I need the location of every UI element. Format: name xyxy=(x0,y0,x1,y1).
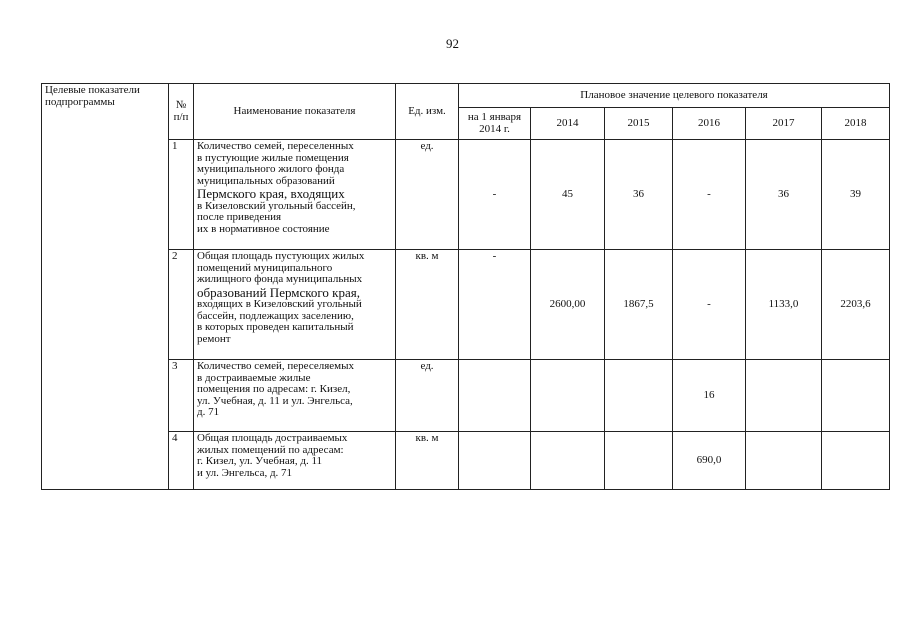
cell-2017 xyxy=(746,432,822,490)
header-2017: 2017 xyxy=(746,108,822,140)
cell-2015 xyxy=(605,432,673,490)
cell-2015: 1867,5 xyxy=(605,250,673,360)
cell-2015: 36 xyxy=(605,140,673,250)
row-unit: кв. м xyxy=(396,250,459,360)
cell-jan2014 xyxy=(459,432,531,490)
cell-2014: 45 xyxy=(531,140,605,250)
cell-2014: 2600,00 xyxy=(531,250,605,360)
row-name: Количество семей, переселяемых в достраиваемые жилые помещения по адресам: г. Кизел, ул. Учебная, д. 11 и ул. Энгельса, д. 71 xyxy=(194,360,396,432)
page-number: 92 xyxy=(446,36,459,51)
header-2014: 2014 xyxy=(531,108,605,140)
header-2015: 2015 xyxy=(605,108,673,140)
cell-2015 xyxy=(605,360,673,432)
cell-2016: 16 xyxy=(673,360,746,432)
header-unit: Ед. изм. xyxy=(396,84,459,140)
row-unit: ед. xyxy=(396,140,459,250)
cell-jan2014: - xyxy=(459,250,531,360)
cell-2017: 36 xyxy=(746,140,822,250)
header-2018: 2018 xyxy=(822,108,890,140)
cell-jan2014 xyxy=(459,360,531,432)
cell-2017: 1133,0 xyxy=(746,250,822,360)
cell-jan2014: - xyxy=(459,140,531,250)
row-name: Количество семей, переселенных в пустующие жилые помещения муниципального жилого фонда муниципальных образований Пермского края, входящих в Кизеловский угольный бассейн, после приведения их в нормативное состояние xyxy=(194,140,396,250)
table-row xyxy=(42,432,890,490)
cell-2018: 39 xyxy=(822,140,890,250)
cell-2018: 2203,6 xyxy=(822,250,890,360)
cell-2016: 690,0 xyxy=(673,432,746,490)
table-row xyxy=(42,250,890,360)
cell-2017 xyxy=(746,360,822,432)
cell-2018 xyxy=(822,432,890,490)
row-name: Общая площадь пустующих жилых помещений муниципального жилищного фонда муниципальных образований Пермского края, входящих в Кизеловский угольный бассейн, подлежащих заселению, в которых проведен капитальный ремонт xyxy=(194,250,396,360)
cell-2016: - xyxy=(673,250,746,360)
row-num: 1 xyxy=(169,140,194,250)
header-jan2014: на 1 января 2014 г. xyxy=(459,108,531,140)
header-planned: Плановое значение целевого показателя xyxy=(459,84,890,108)
row-unit: кв. м xyxy=(396,432,459,490)
target-indicators-table xyxy=(41,83,890,490)
row-num: 4 xyxy=(169,432,194,490)
header-name: Наименование показателя xyxy=(194,84,396,140)
header-num: № п/п xyxy=(169,84,194,140)
cell-2016: - xyxy=(673,140,746,250)
cell-2018 xyxy=(822,360,890,432)
cell-2014 xyxy=(531,432,605,490)
row-name: Общая площадь достраиваемых жилых помещений по адресам: г. Кизел, ул. Учебная, д. 11 и ул. Энгельса, д. 71 xyxy=(194,432,396,490)
header-2016: 2016 xyxy=(673,108,746,140)
row-num: 3 xyxy=(169,360,194,432)
row-unit: ед. xyxy=(396,360,459,432)
cell-2014 xyxy=(531,360,605,432)
table-row xyxy=(42,360,890,432)
section-label: Целевые показатели подпрограммы xyxy=(42,84,169,490)
table-row xyxy=(42,140,890,250)
row-num: 2 xyxy=(169,250,194,360)
